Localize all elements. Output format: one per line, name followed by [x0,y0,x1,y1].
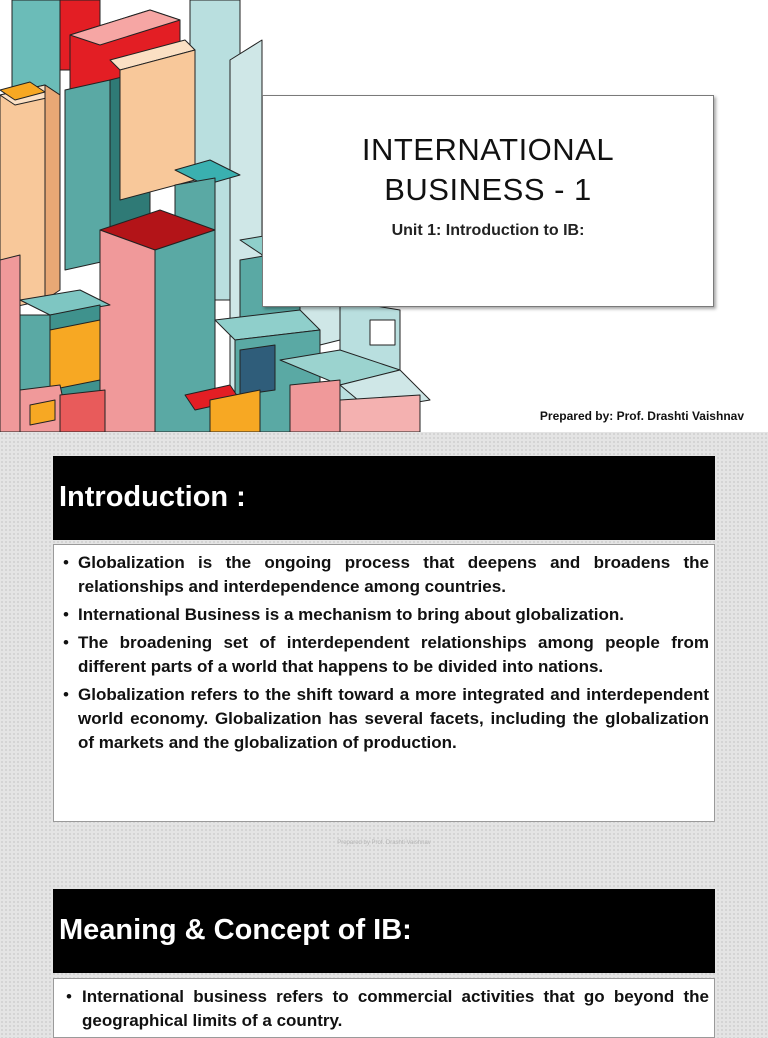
title-box [262,95,714,307]
introduction-heading-text: Introduction : [59,481,246,513]
prepared-by: Prepared by: Prof. Drashti Vaishnav [539,409,744,423]
slide-subtitle: Unit 1: Introduction to IB: [391,222,585,239]
list-item: • Globalization refers to the shift toward a more integrated and interdependent world economy. Globalization has several facets, including the globalization of markets and the globalization of production. [59,683,709,755]
meaning-heading [53,889,715,973]
meaning-heading-text: Meaning & Concept of IB: [59,914,412,946]
introduction-heading [53,456,715,540]
title-slide [0,0,768,432]
list-item: • The broadening set of interdependent relationships among people from different parts of a world that happens to be divided into nations. [59,631,709,679]
footer-watermark: Prepared by Prof. Drashti Vaishnav [337,840,431,846]
title-line-2: BUSINESS - 1 [384,172,592,207]
introduction-content [53,544,715,822]
list-item: • International Business is a mechanism to bring about globalization. [59,603,709,627]
meaning-content [53,978,715,1038]
title-line-1: INTERNATIONAL [361,132,615,167]
list-item: • International business refers to commercial activities that go beyond the geographical limits of a country. [62,985,709,1033]
list-item: • Globalization is the ongoing process that deepens and broadens the relationships and interdependence among countries. [59,551,709,599]
slide-title [263,130,713,210]
